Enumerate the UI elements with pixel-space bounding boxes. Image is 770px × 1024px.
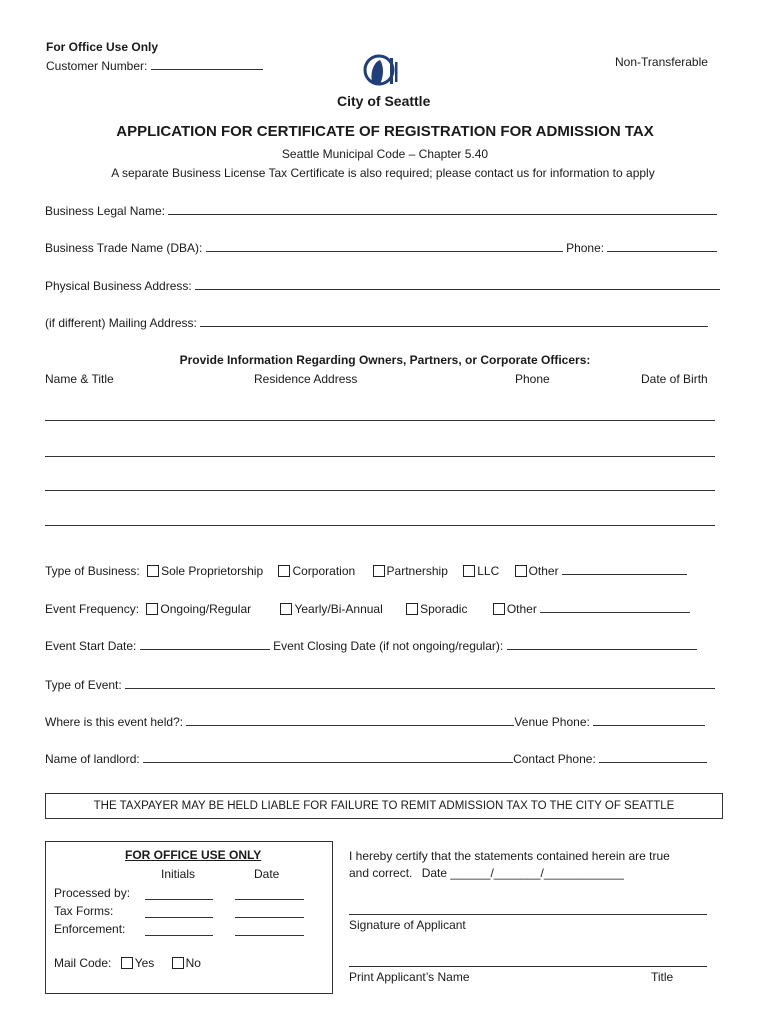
processed-by-label: Processed by: (54, 886, 131, 900)
venue-phone-blank[interactable] (593, 715, 705, 726)
signature-line[interactable] (349, 914, 707, 915)
non-transferable-label: Non-Transferable (615, 55, 708, 69)
frequency-other-blank[interactable] (540, 602, 690, 613)
tax-forms-label: Tax Forms: (54, 904, 114, 918)
contact-phone-label: Contact Phone: (513, 752, 596, 766)
contact-phone-blank[interactable] (599, 752, 707, 763)
yearly-checkbox[interactable] (280, 603, 292, 615)
sole-proprietorship-checkbox[interactable] (147, 565, 159, 577)
owners-col-dob: Date of Birth (641, 372, 708, 386)
liability-notice-text: THE TAXPAYER MAY BE HELD LIABLE FOR FAILURE TO REMIT ADMISSION TAX TO THE CITY OF SEATTLE (93, 800, 675, 812)
type-of-business-row (45, 564, 687, 578)
sole-proprietorship-label: Sole Proprietorship (161, 564, 264, 578)
event-location-blank[interactable] (186, 715, 514, 726)
event-location-row (45, 715, 705, 729)
certify-date-row (349, 866, 624, 880)
mail-code-yes-checkbox[interactable] (121, 957, 133, 969)
event-closing-label: Event Closing Date (if not ongoing/regular): (273, 639, 504, 653)
venue-phone-label: Venue Phone: (514, 715, 590, 729)
sporadic-checkbox[interactable] (406, 603, 418, 615)
office-col-initials: Initials (161, 867, 196, 881)
business-legal-name-field[interactable] (45, 204, 717, 218)
frequency-other-checkbox[interactable] (493, 603, 505, 615)
business-other-checkbox[interactable] (515, 565, 527, 577)
corporation-checkbox[interactable] (278, 565, 290, 577)
mailing-address-label: (if different) Mailing Address: (45, 316, 197, 330)
owners-col-name: Name & Title (45, 372, 114, 386)
event-closing-blank[interactable] (507, 639, 697, 650)
certify-statement-line1: I hereby certify that the statements contained herein are true (349, 849, 670, 863)
enforcement-label: Enforcement: (54, 922, 126, 936)
license-note: A separate Business License Tax Certificate is also required; please contact us for information to apply (111, 166, 655, 180)
processed-by-initials-blank[interactable] (145, 889, 213, 900)
enforcement-date-blank[interactable] (235, 925, 304, 936)
enforcement-initials-blank[interactable] (145, 925, 213, 936)
owners-col-address: Residence Address (254, 372, 358, 386)
type-of-event-label: Type of Event: (45, 678, 122, 692)
yearly-label: Yearly/Bi-Annual (294, 602, 383, 616)
type-of-event-field[interactable] (45, 678, 715, 692)
seattle-seal-icon (360, 52, 402, 95)
partnership-checkbox[interactable] (373, 565, 385, 577)
landlord-blank[interactable] (143, 752, 513, 763)
business-trade-name-label: Business Trade Name (DBA): (45, 241, 203, 255)
certify-statement-line2: and correct. (349, 866, 413, 880)
event-start-label: Event Start Date: (45, 639, 137, 653)
physical-address-field[interactable] (45, 279, 720, 293)
business-phone-blank[interactable] (607, 241, 717, 252)
ongoing-checkbox[interactable] (146, 603, 158, 615)
business-legal-name-blank[interactable] (168, 204, 717, 215)
print-name-label: Print Applicant’s Name (349, 970, 470, 984)
type-of-business-label: Type of Business: (45, 564, 140, 578)
tax-forms-date-blank[interactable] (235, 907, 304, 918)
mailing-address-blank[interactable] (200, 316, 708, 327)
mail-code-no-checkbox[interactable] (172, 957, 184, 969)
business-other-label: Other (528, 564, 559, 578)
business-trade-name-blank[interactable] (206, 241, 563, 252)
office-use-heading: For Office Use Only (46, 40, 159, 54)
event-frequency-label: Event Frequency: (45, 602, 140, 616)
office-box-heading: FOR OFFICE USE ONLY (125, 848, 262, 862)
physical-address-label: Physical Business Address: (45, 279, 192, 293)
office-use-box (45, 841, 333, 994)
liability-notice-box (45, 793, 723, 819)
office-col-date: Date (254, 867, 280, 881)
certify-date-label: Date (421, 866, 448, 880)
landlord-label: Name of landlord: (45, 752, 140, 766)
event-frequency-row (45, 602, 690, 616)
business-other-blank[interactable] (562, 564, 687, 575)
title-label: Title (651, 970, 674, 984)
business-phone-label: Phone: (566, 241, 605, 255)
business-legal-name-label: Business Legal Name: (45, 204, 166, 218)
type-of-event-blank[interactable] (125, 678, 715, 689)
page-title: APPLICATION FOR CERTIFICATE OF REGISTRATION FOR ADMISSION TAX (116, 123, 654, 140)
llc-checkbox[interactable] (463, 565, 475, 577)
sporadic-label: Sporadic (420, 602, 468, 616)
city-logo-text: City of Seattle (337, 93, 431, 109)
owner-row-line[interactable] (45, 420, 715, 421)
frequency-other-label: Other (506, 602, 537, 616)
partnership-label: Partnership (386, 564, 448, 578)
event-dates-row (45, 639, 697, 653)
customer-number-label: Customer Number: (46, 59, 148, 73)
owners-col-phone: Phone (515, 372, 550, 386)
owner-row-line[interactable] (45, 456, 715, 457)
print-name-line[interactable] (349, 966, 707, 967)
mail-code-row (54, 956, 201, 970)
certify-date-blank[interactable]: ______/_______/____________ (450, 866, 624, 880)
mail-code-label: Mail Code: (54, 956, 112, 970)
event-location-label: Where is this event held?: (45, 715, 184, 729)
owner-row-line[interactable] (45, 490, 715, 491)
ongoing-label: Ongoing/Regular (160, 602, 252, 616)
mailing-address-field[interactable] (45, 316, 708, 330)
customer-number-blank[interactable] (151, 59, 263, 70)
mail-code-no-label: No (185, 956, 201, 970)
owner-row-line[interactable] (45, 525, 715, 526)
signature-label: Signature of Applicant (349, 918, 466, 932)
physical-address-blank[interactable] (195, 279, 720, 290)
processed-by-date-blank[interactable] (235, 889, 304, 900)
event-start-blank[interactable] (140, 639, 270, 650)
business-trade-name-field[interactable] (45, 241, 717, 255)
landlord-row (45, 752, 707, 766)
mail-code-yes-label: Yes (134, 956, 155, 970)
tax-forms-initials-blank[interactable] (145, 907, 213, 918)
page-subtitle: Seattle Municipal Code – Chapter 5.40 (281, 147, 489, 161)
customer-number-field[interactable] (46, 59, 263, 73)
owners-heading: Provide Information Regarding Owners, Partners, or Corporate Officers: (179, 353, 591, 367)
corporation-label: Corporation (292, 564, 356, 578)
llc-label: LLC (477, 564, 500, 578)
